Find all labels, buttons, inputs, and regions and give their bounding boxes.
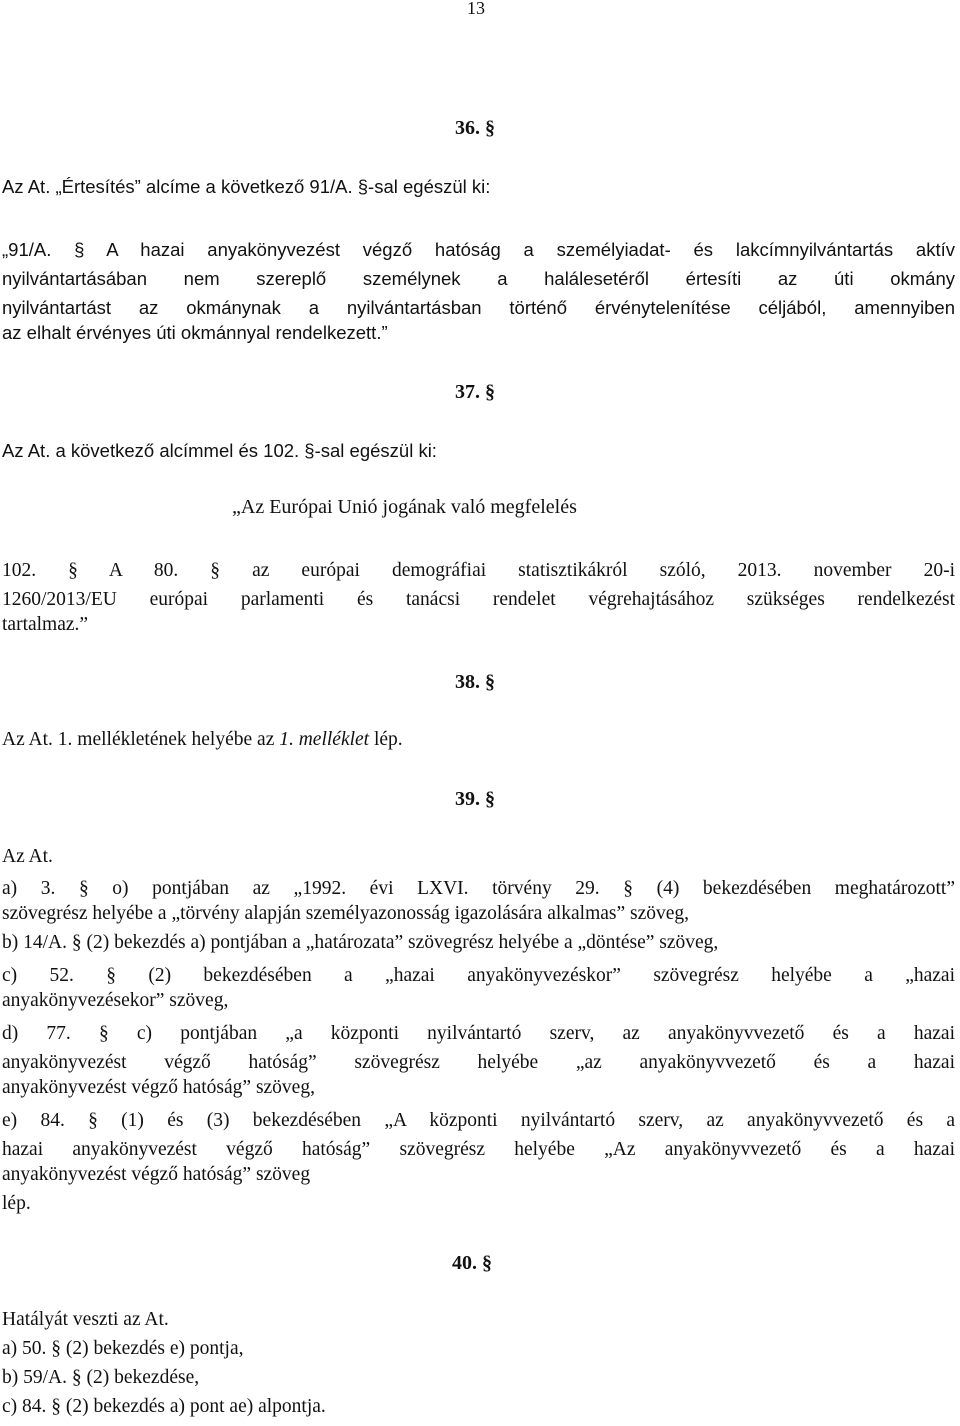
section-37-heading: 37. § [455,381,495,403]
section-38-heading: 38. § [455,671,495,693]
section-39-line: anyakönyvezést végző hatóság” szöveg [2,1164,311,1185]
section-40-intro: Hatályát veszti az At. [2,1309,169,1330]
page-number: 13 [467,0,485,18]
section-39-line: lép. [2,1193,31,1214]
section-39-line: hazai anyakönyvezést végző hatóság” szövegrész helyébe „Az anyakönyvvezető és a hazai [2,1139,955,1160]
section-36-line: nyilvántartásában nem szereplő személynek a halálesetéről értesíti az úti okmány [2,268,955,289]
section-39-heading: 39. § [455,788,495,810]
section-39-intro: Az At. [2,846,53,867]
section-40-item: a) 50. § (2) bekezdés e) pontja, [2,1338,244,1359]
section-40-heading: 40. § [452,1252,492,1274]
section-39-body-3 [2,1019,955,1077]
section-37-intro: Az At. a következő alcímmel és 102. §-sal egészül ki: [2,440,437,461]
section-38-text-italic: 1. melléklet [279,729,370,750]
section-37-subtitle: „Az Európai Unió jogának való megfelelés [232,496,577,518]
section-40-item: c) 84. § (2) bekezdés a) pont ae) alpontja. [2,1396,326,1417]
section-39-line: c) 52. § (2) bekezdésében a „hazai anyakönyvezéskor” szövegrész helyébe a „hazai [2,965,955,986]
section-37-last-line: tartalmaz.” [2,614,89,635]
section-36-line: „91/A. § A hazai anyakönyvezést végző hatóság a személyiadat- és lakcímnyilvántartás aktív [2,239,955,260]
section-36-line: nyilvántartást az okmánynak a nyilvántartásban történő érvénytelenítése céljából, amennyiben [2,297,955,318]
section-39-line: e) 84. § (1) és (3) bekezdésében „A központi nyilvántartó szerv, az anyakönyvvezető és a [2,1110,955,1131]
section-36-body [2,235,955,322]
section-39-body-1 [2,874,955,903]
section-39-line: a) 3. § o) pontjában az „1992. évi LXVI. törvény 29. § (4) bekezdésében meghatározott” [2,878,955,899]
section-36-heading: 36. § [455,117,495,139]
section-38-text-after: lép. [369,729,403,750]
section-39-body-4 [2,1106,955,1164]
section-39-line: b) 14/A. § (2) bekezdés a) pontjában a „határozata” szövegrész helyébe a „döntése” szöveg, [2,932,719,953]
section-39-body-2 [2,961,955,990]
section-36-last-line: az elhalt érvényes úti okmánnyal rendelkezett.” [2,322,388,343]
section-39-line: anyakönyvezésekor” szöveg, [2,990,229,1011]
section-40-item: b) 59/A. § (2) bekezdése, [2,1367,200,1388]
section-37-body [2,556,955,614]
section-39-line: szövegrész helyébe a „törvény alapján személyazonosság igazolására alkalmas” szöveg, [2,903,690,924]
section-39-line: d) 77. § c) pontjában „a központi nyilvántartó szerv, az anyakönyvvezető és a hazai [2,1023,955,1044]
section-36-intro: Az At. „Értesítés” alcíme a következő 91/A. §-sal egészül ki: [2,176,491,197]
section-37-line: 102. § A 80. § az európai demográfiai statisztikákról szóló, 2013. november 20-i [2,560,955,581]
section-38-text-before: Az At. 1. mellékletének helyébe az [2,729,280,750]
section-39-line: anyakönyvezést végző hatóság” szöveg, [2,1077,315,1098]
section-38-text [2,729,403,751]
section-37-line: 1260/2013/EU európai parlamenti és tanácsi rendelet végrehajtásához szükséges rendelkezést [2,589,955,610]
section-39-line: anyakönyvezést végző hatóság” szövegrész helyébe „az anyakönyvvezető és a hazai [2,1052,955,1073]
